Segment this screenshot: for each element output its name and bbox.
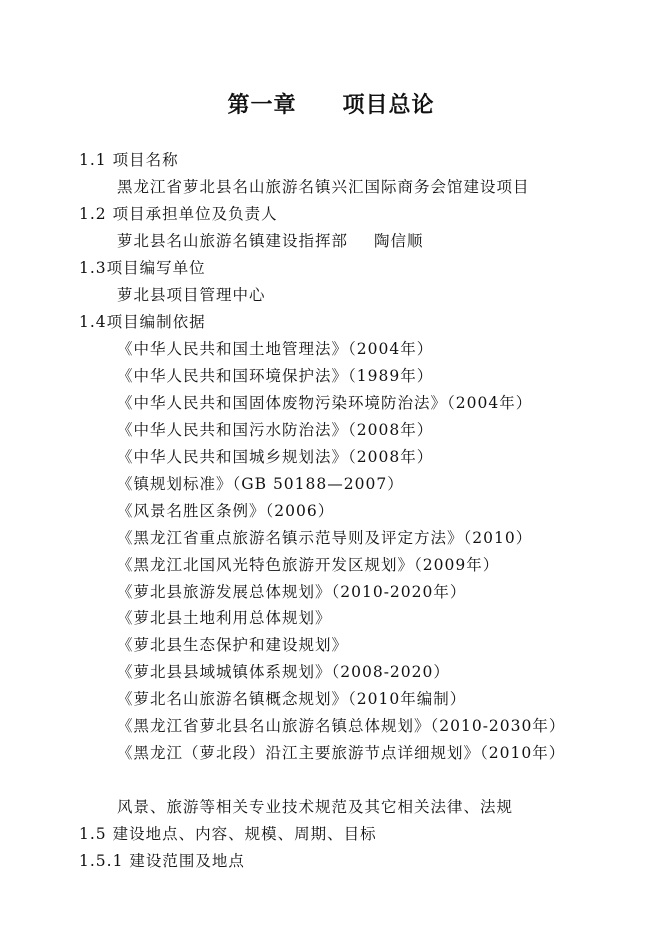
reference-item: 《黑龙江省重点旅游名镇示范导则及评定方法》（2010）	[117, 529, 533, 547]
reference-item: 《萝北县生态保护和建设规划》	[117, 636, 349, 654]
undertaking-unit: 萝北县名山旅游名镇建设指挥部	[117, 232, 349, 250]
responsible-person: 陶信顺	[374, 232, 424, 250]
reference-item: 《中华人民共和国城乡规划法》（2008年）	[117, 448, 434, 466]
section-1-1-heading: 1.1 项目名称	[79, 151, 179, 169]
section-1-4-heading: 1.4项目编制依据	[79, 313, 206, 331]
reference-item: 《萝北名山旅游名镇概念规划》（2010年编制）	[117, 690, 467, 708]
project-name: 黑龙江省萝北县名山旅游名镇兴汇国际商务会馆建设项目	[117, 178, 530, 196]
reference-item: 《黑龙江（萝北段）沿江主要旅游节点详细规划》（2010年）	[117, 744, 566, 762]
reference-item: 《黑龙江北国风光特色旅游开发区规划》（2009年）	[117, 556, 500, 574]
reference-item: 《萝北县县域城镇体系规划》（2008-2020）	[117, 663, 450, 681]
section-1-5-heading: 1.5 建设地点、内容、规模、周期、目标	[79, 825, 377, 843]
undertaking-unit-line	[117, 231, 424, 251]
section-1-5-1-heading: 1.5.1 建设范围及地点	[79, 852, 245, 870]
other-regulations: 风景、旅游等相关专业技术规范及其它相关法律、法规	[117, 798, 514, 816]
reference-item: 《风景名胜区条例》（2006）	[117, 502, 335, 520]
reference-item: 《黑龙江省萝北县名山旅游名镇总体规划》（2010-2030年）	[117, 717, 566, 735]
reference-item: 《中华人民共和国环境保护法》（1989年）	[117, 367, 434, 385]
reference-item: 《中华人民共和国固体废物污染环境防治法》（2004年）	[117, 394, 533, 412]
reference-item: 《萝北县土地利用总体规划》	[117, 609, 332, 627]
reference-item: 《中华人民共和国污水防治法》（2008年）	[117, 421, 434, 439]
reference-item: 《萝北县旅游发展总体规划》（2010-2020年）	[117, 583, 467, 601]
compiling-unit: 萝北县项目管理中心	[117, 286, 266, 304]
reference-item: 《镇规划标准》（GB 50188—2007）	[117, 475, 404, 493]
chapter-title: 第一章 项目总论	[227, 92, 435, 118]
reference-item: 《中华人民共和国土地管理法》（2004年）	[117, 340, 434, 358]
section-1-2-heading: 1.2 项目承担单位及负责人	[79, 205, 278, 223]
section-1-3-heading: 1.3项目编写单位	[79, 259, 206, 277]
